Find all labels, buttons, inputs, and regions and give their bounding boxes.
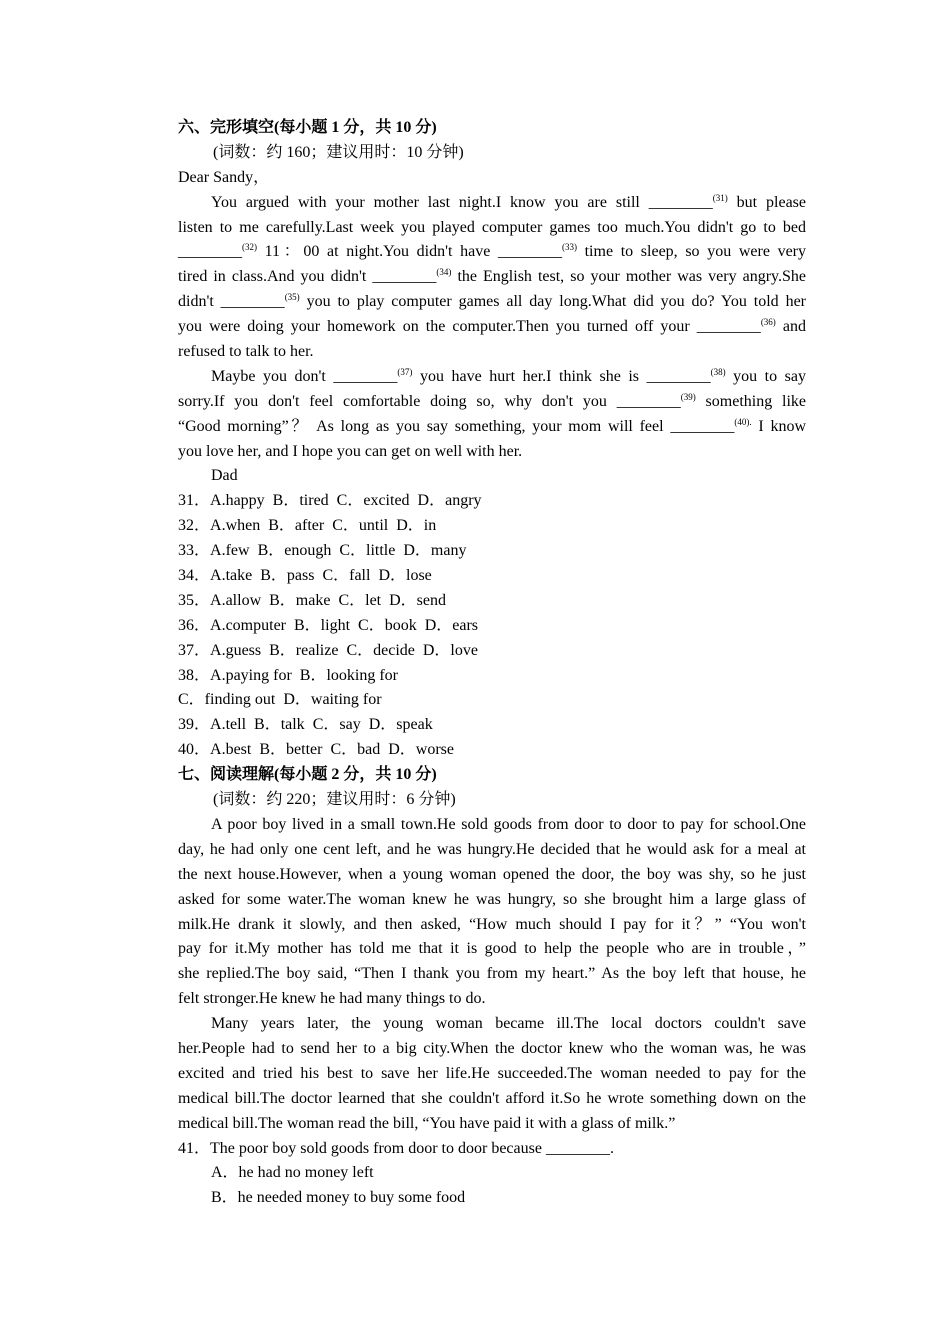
answer-option: D．lose xyxy=(378,567,432,585)
word-count-note: (词数：约 220；建议用时：6 分钟) xyxy=(213,791,456,809)
text-run: the next house.However, when a young woman opened the door, the boy was shy, so he just xyxy=(178,865,806,883)
exam-page xyxy=(178,116,806,1211)
answer-option: C．excited xyxy=(336,492,410,510)
section-heading: 七、阅读理解(每小题 2 分，共 10 分) xyxy=(178,766,437,784)
question-41 xyxy=(178,1137,806,1212)
answer-option: B．realize xyxy=(269,641,339,659)
text-run: medical bill.The doctor learned that she couldn't afford it.So he wrote something down on the xyxy=(178,1089,806,1107)
text-run: something like xyxy=(695,392,807,410)
answer-option: D．in xyxy=(396,517,437,535)
answer-option: A.guess xyxy=(210,641,262,659)
text-run: you to play computer games all day long.What did you do? You told her xyxy=(299,293,807,311)
section-heading: 六、完形填空(每小题 1 分，共 10 分) xyxy=(178,119,437,136)
question-number: 33． xyxy=(178,542,211,560)
text-run: listen to me carefully.Last week you played computer games too much.You didn't go to bed xyxy=(178,218,806,236)
question-stem xyxy=(178,1137,806,1162)
question-text: The poor boy sold goods from door to door because ________. xyxy=(210,1139,614,1157)
option-row xyxy=(178,713,806,738)
text-run: you were doing your homework on the computer.Then you turned off your ________ xyxy=(178,318,761,336)
question-36 xyxy=(178,614,806,639)
text-run: ________ xyxy=(178,243,242,261)
question-37 xyxy=(178,639,806,664)
question-number: 35． xyxy=(178,591,211,609)
answer-option: C．book xyxy=(358,616,417,634)
answer-option: C．fall xyxy=(322,567,371,585)
answer-option: D．send xyxy=(389,591,447,609)
paragraph-line xyxy=(178,838,806,863)
option-row xyxy=(178,664,806,689)
text-run: tired in class.And you didn't ________ xyxy=(178,268,437,286)
question-40 xyxy=(178,738,806,763)
option-row xyxy=(178,738,806,763)
option-row xyxy=(178,688,806,713)
blank-number: (39) xyxy=(680,391,696,402)
question-31 xyxy=(178,489,806,514)
text-run: sorry.If you don't feel comfortable doing so, why don't you ________ xyxy=(178,392,681,410)
answer-option: B．talk xyxy=(254,716,305,734)
answer-option: A.happy xyxy=(210,492,265,510)
answer-option: A．he had no money left xyxy=(211,1164,374,1182)
paragraph xyxy=(178,191,806,365)
text-run: pay for it.My mother has told me that it is good to help the people who are in trouble，” xyxy=(178,940,806,958)
word-count-note: (词数：约 160；建议用时：10 分钟) xyxy=(213,143,464,161)
paragraph-line xyxy=(178,315,806,340)
text-run: A poor boy lived in a small town.He sold goods from door to door to pay for school.One xyxy=(211,815,806,833)
text-run: I know xyxy=(751,417,806,435)
text-run: you love her, and I hope you can get on well with her. xyxy=(178,442,523,460)
answer-option: A.best xyxy=(210,741,252,759)
option-row xyxy=(178,539,806,564)
question-32 xyxy=(178,514,806,539)
option-row xyxy=(178,589,806,614)
answer-option: A.few xyxy=(210,542,250,560)
text-run: but please xyxy=(727,193,806,211)
text-run: and xyxy=(775,318,806,336)
blank-number: (36) xyxy=(760,317,776,328)
blank-number: (33) xyxy=(561,242,577,253)
option-row xyxy=(178,564,806,589)
text-run: day, he had only one cent left, and he was hungry.He decided that he would ask for a meal at xyxy=(178,840,806,858)
paragraph-line xyxy=(178,888,806,913)
answer-option: D．many xyxy=(403,542,467,560)
answer-option: D．speak xyxy=(368,716,433,734)
blank-number: (37) xyxy=(397,366,413,377)
paragraph-line xyxy=(178,913,806,938)
paragraph-line xyxy=(178,1062,806,1087)
paragraph-line xyxy=(178,340,806,365)
question-35 xyxy=(178,589,806,614)
question-33 xyxy=(178,539,806,564)
option-row xyxy=(178,514,806,539)
option-row xyxy=(178,489,806,514)
paragraph-line xyxy=(178,962,806,987)
answer-option: A.when xyxy=(210,517,261,535)
paragraph xyxy=(178,365,806,465)
paragraph-line xyxy=(178,937,806,962)
answer-option: C．bad xyxy=(330,741,381,759)
paragraph-line xyxy=(178,1087,806,1112)
paragraph-line xyxy=(178,987,806,1012)
answer-option: C．decide xyxy=(346,641,415,659)
answer-option: D．worse xyxy=(388,741,455,759)
text-run: excited and tried his best to save her life.He succeeded.The woman needed to pay for the xyxy=(178,1064,806,1082)
question-number: 32． xyxy=(178,517,211,535)
answer-option: D．love xyxy=(422,641,478,659)
answer-option: C．say xyxy=(312,716,361,734)
text-run: medical bill.The woman read the bill, “You have paid it with a glass of milk.” xyxy=(178,1114,676,1132)
answer-option: A.computer xyxy=(210,616,286,634)
answer-option: B．he needed money to buy some food xyxy=(211,1189,466,1207)
text-run: felt stronger.He knew he had many things to do. xyxy=(178,990,486,1008)
blank-number: (38) xyxy=(710,366,726,377)
paragraph-line xyxy=(178,240,806,265)
paragraph-line xyxy=(178,191,806,216)
answer-option: D．angry xyxy=(417,492,482,510)
blank-number: (31) xyxy=(712,192,728,203)
text-run: she replied.The boy said, “Then I thank you from my heart.” As the boy left that house, he xyxy=(178,965,806,983)
paragraph-line xyxy=(178,415,806,440)
paragraph-line xyxy=(178,390,806,415)
text-run: Maybe you don't ________ xyxy=(211,367,398,385)
text-run: you have hurt her.I think she is ________ xyxy=(412,367,711,385)
question-number: 41． xyxy=(178,1139,211,1157)
text-run: time to sleep, so you were very xyxy=(576,243,807,261)
blank-number: (34) xyxy=(436,267,452,278)
text-run: you to say xyxy=(725,367,807,385)
option-row xyxy=(178,614,806,639)
answer-option: A.take xyxy=(210,567,253,585)
paragraph-line xyxy=(178,1112,806,1137)
answer-option: B．enough xyxy=(257,542,332,560)
question-34 xyxy=(178,564,806,589)
answer-option: B．looking for xyxy=(299,666,399,684)
question-number: 38． xyxy=(178,666,211,684)
text-run: Many years later, the young woman became ill.The local doctors couldn't save xyxy=(211,1015,806,1033)
paragraph-line xyxy=(178,365,806,390)
text-run: milk.He drank it slowly, and then asked, “How much should I pay for it？” “You won't xyxy=(178,915,807,933)
option-row xyxy=(178,639,806,664)
question-39 xyxy=(178,713,806,738)
blank-number: (35) xyxy=(284,292,300,303)
question-number: 31． xyxy=(178,492,211,510)
text-run: her.People had to send her to a big city.When the doctor knew who the woman was, he was xyxy=(178,1039,806,1057)
text-run: didn't ________ xyxy=(178,293,285,311)
answer-option: C．let xyxy=(338,591,382,609)
text-run: “Good morning”？ As long as you say something, your mom will feel ________ xyxy=(178,417,735,435)
paragraph-line xyxy=(178,1012,806,1037)
answer-option: C．little xyxy=(339,542,396,560)
letter-signature: Dad xyxy=(211,467,238,485)
paragraph-line xyxy=(178,290,806,315)
text-run: You argued with your mother last night.I know you are still ________ xyxy=(211,193,713,211)
answer-option: B．after xyxy=(268,517,325,535)
answer-option: B．light xyxy=(294,616,351,634)
answer-option: B．pass xyxy=(260,567,315,585)
answer-option: C．until xyxy=(332,517,389,535)
blank-number: (32) xyxy=(242,242,257,253)
answer-option: B．make xyxy=(269,591,331,609)
answer-option: B．better xyxy=(259,741,323,759)
text-run: 11：00 at night.You didn't have ________ xyxy=(257,243,562,261)
question-number: 40． xyxy=(178,741,211,759)
text-run: asked for some water.The woman knew he was hungry, so she brought him a large glass of xyxy=(178,890,806,908)
paragraph-line xyxy=(178,440,806,465)
answer-option: C．finding out xyxy=(178,691,276,709)
paragraph-line xyxy=(178,265,806,290)
paragraph-line xyxy=(178,1037,806,1062)
paragraph-line xyxy=(178,813,806,838)
text-run: refused to talk to her. xyxy=(178,343,314,361)
answer-option: D．waiting for xyxy=(283,691,382,709)
answer-option: B．tired xyxy=(272,492,329,510)
answer-option: A.tell xyxy=(210,716,247,734)
paragraph xyxy=(178,813,806,1012)
paragraph-line xyxy=(178,216,806,241)
answer-option: D．ears xyxy=(424,616,479,634)
answer-option: A.paying for xyxy=(210,666,292,684)
blank-number: (40). xyxy=(734,416,752,427)
paragraph xyxy=(178,1012,806,1136)
paragraph-line xyxy=(178,863,806,888)
question-number: 37． xyxy=(178,641,211,659)
question-38 xyxy=(178,664,806,714)
letter-salutation: Dear Sandy， xyxy=(178,168,270,186)
answer-option: A.allow xyxy=(210,591,262,609)
question-number: 39． xyxy=(178,716,211,734)
text-run: the English test, so your mother was very angry.She xyxy=(451,268,807,286)
question-number: 36． xyxy=(178,616,211,634)
question-number: 34． xyxy=(178,567,211,585)
